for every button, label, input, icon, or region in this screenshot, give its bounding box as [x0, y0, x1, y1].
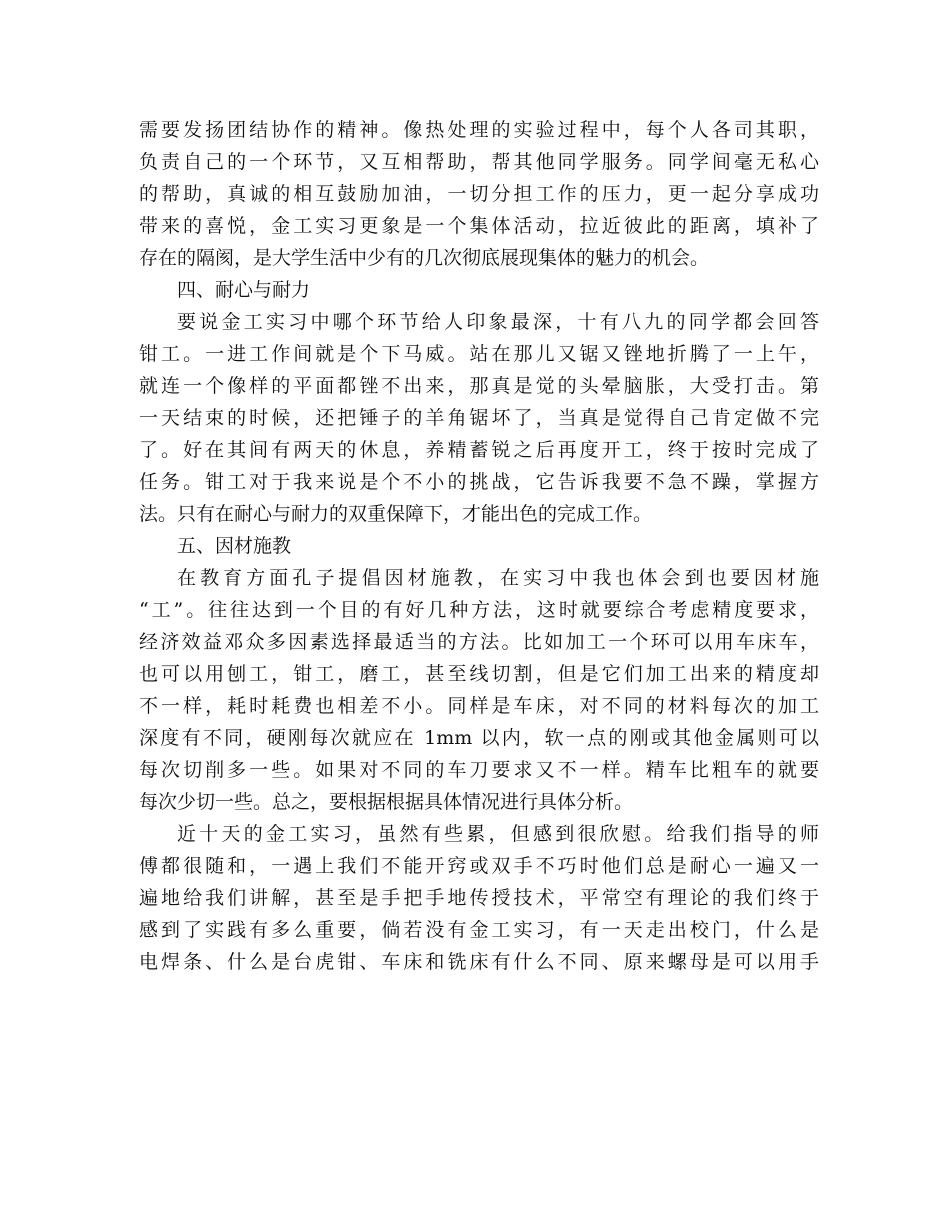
text-line: 深度有不同，硬刚每次就应在 1mm 以内，软一点的刚或其他金属则可以	[139, 727, 819, 749]
document-body	[139, 114, 819, 978]
text-line: 存在的隔阂，是大学生活中少有的几次彻底展现集体的魅力的机会。	[139, 247, 710, 269]
text-line: 也可以用刨工，钳工，磨工，甚至线切割，但是它们加工出来的精度却	[139, 663, 819, 685]
text-line: 负责自己的一个环节，又互相帮助，帮其他同学服务。同学间毫无私心	[139, 151, 819, 173]
text-line: 法。只有在耐心与耐力的双重保障下，才能出色的完成工作。	[139, 503, 653, 525]
text-line: 了。好在其间有两天的休息，养精蓄锐之后再度开工，终于按时完成了	[139, 439, 819, 461]
text-line: “工”。往往达到一个目的有好几种方法，这时就要综合考虑精度要求，	[139, 599, 819, 621]
text-line: 的帮助，真诚的相互鼓励加油，一切分担工作的压力，更一起分享成功	[139, 183, 819, 205]
text-line: 每次少切一些。总之，要根据根据具体情况进行具体分析。	[139, 791, 634, 813]
text-line: 感到了实践有多么重要，倘若没有金工实习，有一天走出校门，什么是	[139, 919, 819, 941]
text-line: 钳工。一进工作间就是个下马威。站在那儿又锯又锉地折腾了一上午，	[139, 343, 819, 365]
text-line: 带来的喜悦，金工实习更象是一个集体活动，拉近彼此的距离，填补了	[139, 215, 819, 237]
text-line: 不一样，耗时耗费也相差不小。同样是车床，对不同的材料每次的加工	[139, 695, 819, 717]
text-line: 任务。钳工对于我来说是个不小的挑战，它告诉我要不急不躁，掌握方	[139, 471, 819, 493]
text-line: 电焊条、什么是台虎钳、车床和铣床有什么不同、原来螺母是可以用手	[139, 951, 819, 973]
text-line: 四、耐心与耐力	[177, 279, 311, 301]
text-line: 一天结束的时候，还把锤子的羊角锯坏了，当真是觉得自己肯定做不完	[139, 407, 819, 429]
text-line: 需要发扬团结协作的精神。像热处理的实验过程中，每个人各司其职，	[139, 119, 819, 141]
text-line: 遍地给我们讲解，甚至是手把手地传授技术，平常空有理论的我们终于	[139, 887, 819, 909]
text-line: 近十天的金工实习，虽然有些累，但感到很欣慰。给我们指导的师	[177, 823, 819, 845]
text-line: 每次切削多一些。如果对不同的车刀要求又不一样。精车比粗车的就要	[139, 759, 819, 781]
text-line: 五、因材施教	[177, 535, 292, 557]
text-line: 就连一个像样的平面都锉不出来，那真是觉的头晕脑胀，大受打击。第	[139, 375, 819, 397]
text-line: 傅都很随和，一遇上我们不能开窍或双手不巧时他们总是耐心一遍又一	[139, 855, 819, 877]
text-line: 经济效益邓众多因素选择最适当的方法。比如加工一个环可以用车床车，	[139, 631, 819, 653]
text-line: 在教育方面孔子提倡因材施教，在实习中我也体会到也要因材施	[177, 567, 819, 589]
text-line: 要说金工实习中哪个环节给人印象最深，十有八九的同学都会回答	[177, 311, 819, 333]
